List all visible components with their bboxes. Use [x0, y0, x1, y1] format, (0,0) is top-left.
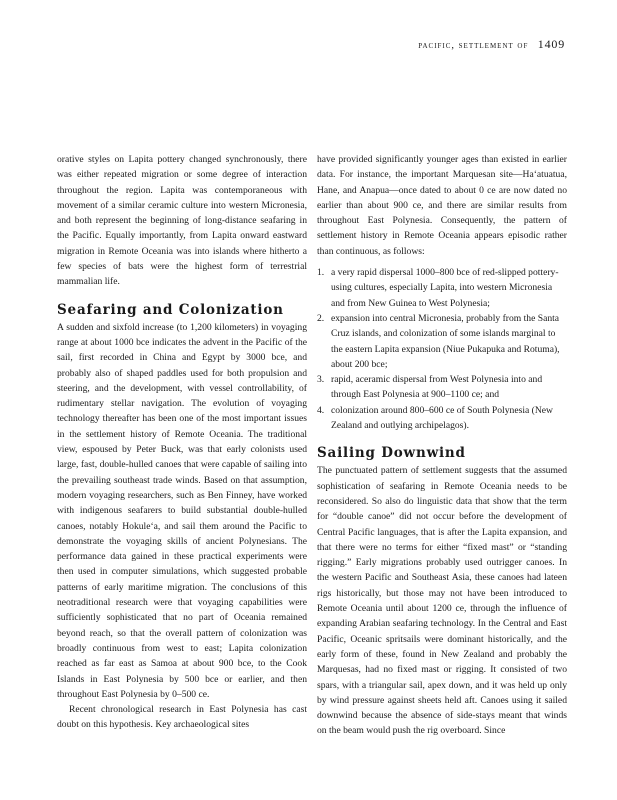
- paragraph: The punctuated pattern of settlement suggests that the assumed sophistication of seafaring in Remote Oceania needs to be reconsidered. So also do linguistic data that show that the term for “double canoe” did not occur before the development of Central Pacific languages, that is after the Lapita expansion, and that there were no terms for either “fixed mast” or “standing rigging.” Early migrations probably used outrigger canoes. In the western Pacific and Southeast Asia, these canoes had lateen rigs historically, but those may not have been introduced to Remote Oceania until about 1200 ce, through the influence of expanding Arabian seafaring technology. In the Central and East Pacific, Oceanic spritsails were dominant historically, and the early form of these, found in New Zealand and probably the Marquesas, had no fixed mast or rigging. It consisted of two spars, with a triangular sail, apex down, and it was held up only by wind pressure against sheets held aft. Canoes using it sailed downwind because the absence of side-stays meant that winds on the beam would push the rig overboard. Since: [317, 465, 567, 737]
- settlement-phase-list: [317, 265, 567, 433]
- list-item: 1. a very rapid dispersal 1000–800 bce of red-slipped pottery-using cultures, especially Lapita, into western Micronesia and from New Guinea to West Polynesia;: [317, 267, 559, 309]
- list-item: 4. colonization around 800–600 ce of South Polynesia (New Zealand and outlying archipelagos).: [317, 404, 553, 432]
- paragraph: orative styles on Lapita pottery changed synchronously, there was either repeated migration or some degree of interaction throughout the region. Lapita was contemporaneous with movement of a similar ceramic culture into western Micronesia, and both represent the beginning of long-distance seafaring in the Pacific. Equally importantly, from Lapita onward eastward migration in Remote Oceania was into islands where hitherto a few species of bats were the highest form of terrestrial mammalian life.: [57, 154, 307, 288]
- section-heading: Sailing Downwind: [317, 445, 466, 462]
- list-item: 3. rapid, aceramic dispersal from West Polynesia into and through East Polynesia at 900–1100 ce; and: [317, 374, 543, 401]
- section-heading: Seafaring and Colonization: [57, 301, 284, 318]
- running-title: pacific, settlement of: [418, 40, 529, 51]
- right-column: [317, 152, 567, 739]
- page-number: 1409: [537, 37, 565, 51]
- list-item: 2. expansion into central Micronesia, probably from the Santa Cruz islands, and colonization of some islands marginal to the eastern Lapita expansion (Niue Pukapuka and Rotuma), about 200 bce;: [317, 312, 560, 370]
- page-header: [418, 37, 565, 52]
- paragraph: Recent chronological research in East Polynesia has cast doubt on this hypothesis. Key archaeological sites: [57, 704, 307, 731]
- left-column: [57, 152, 307, 733]
- paragraph: have provided significantly younger ages than existed in earlier data. For instance, the important Marquesan site—Ha‘atuatua, Hane, and Anapua—once dated to about 0 ce are now dated no earlier than about 900 ce, and there are similar results from throughout East Polynesia. Consequently, the pattern of settlement history in Remote Oceania appears episodic rather than continuous, as follows:: [317, 154, 567, 257]
- paragraph: A sudden and sixfold increase (to 1,200 kilometers) in voyaging range at about 1000 bce indicates the advent in the Pacific of the sail, first recorded in China and Egypt by 3000 bce, and probably also of shaped paddles used for both propulsion and steering, and the development, with vessel controllability, of rudimentary stellar navigation. The evolution of voyaging technology thereafter has been one of the most important issues in the settlement history of Remote Oceania. The traditional view, espoused by Peter Buck, was that early colonists used large, fast, double-hulled canoes that were capable of sailing into the prevailing southeast trade winds. Based on that assumption, modern voyaging researchers, such as Ben Finney, have worked with indigenous seafarers to build substantial double-hulled canoes, notably Hokule‘a, and sail them around the Pacific to demonstrate the voyaging skills of ancient Polynesians. The performance data gained in these practical experiments were then used in computer simulations, which suggested probable patterns of early maritime migration. The conclusions of this neotraditional research were that voyaging capabilities were sufficiently sophisticated that no part of Oceania remained beyond reach, so that the overall pattern of colonization was broadly continuous from west to east; Lapita colonization reached as far east as Samoa at about 900 bce, to the Cook Islands in East Polynesia by 500 bce or earlier, and then throughout East Polynesia by 0–500 ce.: [57, 321, 307, 700]
